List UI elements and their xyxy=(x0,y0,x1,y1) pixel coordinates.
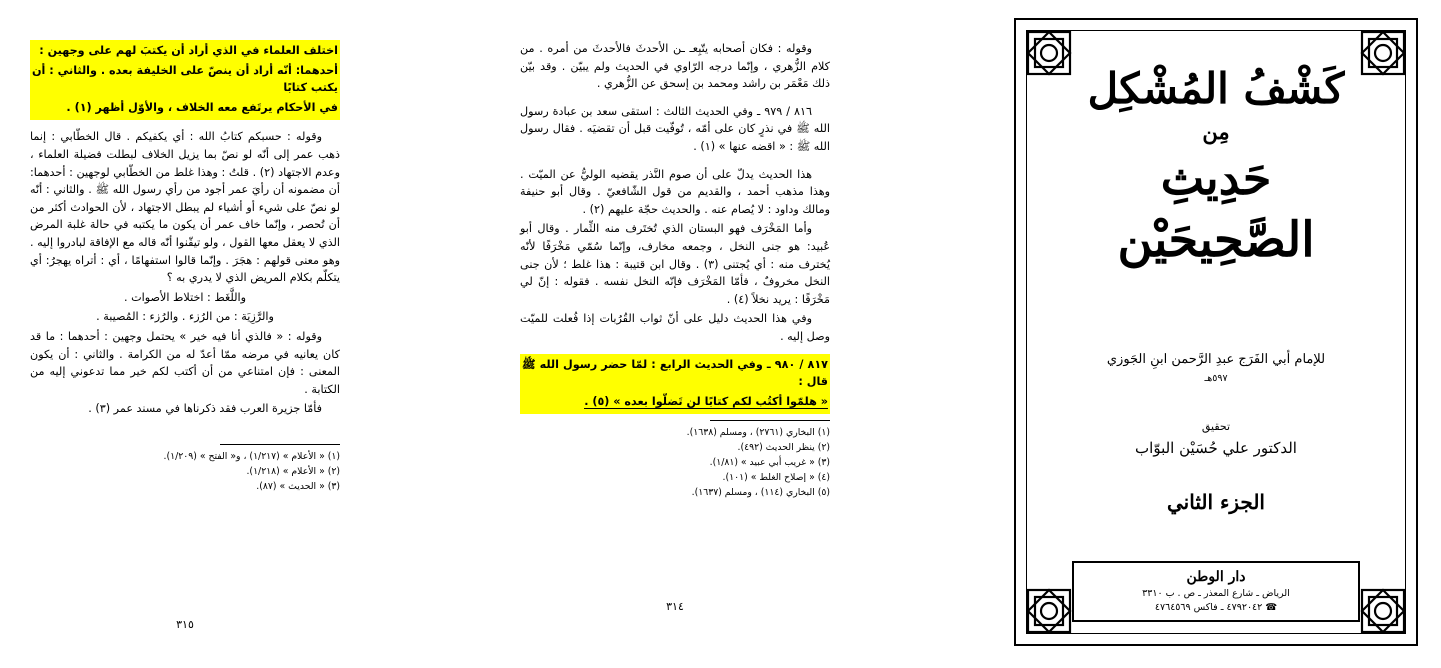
cover-title-line-2: حَدِيثِ xyxy=(1160,151,1272,205)
highlighted-block-top xyxy=(30,40,340,120)
highlighted-block-bottom xyxy=(520,354,830,415)
publisher-name: دار الوطن xyxy=(1186,569,1246,585)
corner-ornament-icon xyxy=(1022,584,1076,638)
footnote-divider xyxy=(710,420,830,421)
cover-author-block xyxy=(1016,350,1416,388)
highlight-line: ٨١٧ / ٩٨٠ ـ وفي الحديث الرابع : لمّا حضر رسول الله ﷺ قال : xyxy=(522,357,828,389)
footnote-item: (١) « الأعلام » (١/٢١٧) ، و« الفتح » (١/٢٠٩). xyxy=(163,450,340,462)
page-number-right: ٣١٥ xyxy=(176,618,194,631)
body-paragraph: وقوله : « فالذي أنا فيه خير » يحتمل وجهين : أحدهما : ما قد كان يعانيه في مرضه ممّا أعدّ له من الكرامة . والثاني : أن يكون المعنى : فإن امتناعي من أن أكتب لكم خير مما تدعوني إليه من الكتابة . xyxy=(30,329,340,396)
body-paragraph: فأمّا جزيرة العرب فقد ذكرناها في مسند عمر (٣) . xyxy=(88,402,322,416)
cover-editor-block xyxy=(1016,418,1416,460)
highlight-line: اختلف العلماء في الذي أراد أن يكتبَ لهم على وجهين : xyxy=(39,44,338,57)
book-cover xyxy=(1014,18,1418,646)
footnote-item: (٥) البخاري (١١٤) ، ومسلم (١٦٣٧). xyxy=(691,487,830,499)
footnotes-left xyxy=(520,425,830,500)
hadith-entry-third: ٨١٦ / ٩٧٩ ـ وفي الحديث الثالث : استقى سعد بن عبادة رسول الله ﷺ في نذرٍ كان على أمّه ، تُوفّيت قبل أن تقضيَه . فقال رسول الله ﷺ : « اقضه عنها » (١) . xyxy=(520,104,830,153)
cover-title-line-1: كَشْفُ المُشْكِل xyxy=(1087,64,1345,113)
publisher-address: الرياض ـ شارع المعذر ـ ص . ب ٣٣١٠ xyxy=(1142,588,1290,599)
right-text-page xyxy=(30,40,340,494)
highlight-line xyxy=(32,99,338,117)
footnote-item: (٣) « غريب أبي عبيد » (١/٨١). xyxy=(709,457,830,469)
highlight-line-text: في الأحكام يرتَفع معه الخلاف ، والأوّل أظهر (١) . xyxy=(66,100,338,114)
footnote-item: (١) البخاري (٢٧٦١) ، ومسلم (١٦٣٨). xyxy=(686,427,830,439)
corner-ornament-icon xyxy=(1356,584,1410,638)
footnote-item: (٣) « الحديث » (٨٧). xyxy=(256,480,340,492)
cover-author-name: للإمام أبي الفَرَج عبدِ الرَّحمن ابنِ الجَوزي xyxy=(1106,352,1326,367)
body-paragraph: وقوله : فكان أصحابه يتّبِعـ ـن الأحدثَ فالأحدثَ من أمره . من كلام الزُّهري ، وإنّما درجه الرّاوي في الحديث ولم يبيّن . وقد بيّن ذلك مَعْمَر بن راشد ومحمد بن إسحق عن الزُّهري . xyxy=(520,42,830,91)
cover-author-dates: ٥٩٧هـ xyxy=(1204,373,1228,384)
cover-title xyxy=(1016,62,1416,272)
cover-volume: الجزء الثاني xyxy=(1167,490,1265,514)
footnote-divider xyxy=(220,444,340,445)
publisher-phone: ☎ ٤٧٩٢٠٤٢ ـ فاكس ٤٧٦٤٥٦٩ xyxy=(1154,602,1278,613)
body-paragraph: هذا الحديث يدلّ على أن صوم النَّذر يقضيه الوليُّ عن الميّت . وهذا مذهب أحمد ، والقديم من قول الشّافعيّ . وقال أبو حنيفة ومالك وداود : لا يُصام عنه . والحديث حجّة عليهم (٢) . xyxy=(520,167,830,216)
footnote-item: (٤) « إصلاح الغلط » (١٠١). xyxy=(722,472,830,484)
footnote-item: (٢) ينظر الحديث (٤٩٢). xyxy=(737,442,830,454)
highlight-line: أحدهما: أنّه أراد أن ينصّ على الخليفة بعده . والثاني : أن يكتب كتابًا xyxy=(32,63,338,95)
body-paragraph: والرَّزِيَة : من الرُزء . والرُزء : المُصيبة . xyxy=(96,310,274,324)
body-paragraph: واللَّغَط : اختلاط الأصوات . xyxy=(123,290,247,304)
highlight-line-text: « هلمّوا أكتُب لكم كتابًا لن تَضلّوا بعده » (٥) . xyxy=(584,394,828,408)
body-paragraph: وقوله : حسبكم كتابُ الله : أي يكفيكم . قال الخطّابي : إنما ذهب عمر إلى أنّه لو نصّ بما يزيل الخلاف لبطلت فضيلة العلماء ، وعدم الاجتهاد (٢) . قلتُ : وهذا غلط من الخطّابي لوجهين : أحدهما: أن مضمونه أن رأيَ عمر أجود من رأي رسول الله ﷺ . والثاني : أنّه لو نصّ على شيء أو أشياء لم يبطل الاجتهاد ، لأن الحوادث أكثر من أن تُحصر ، وإنّما خاف عمر أن يكون ما يكتبه في حالة غلبة المرض الذي لا يعقل معها القول ، ولو تيقّنوا أنّه قاله مع الإفاقة لبادروا إليه . وهو معنى قولهم : هجَرَ . وإنّما قالوا استفهامًا ، أي : أتراه يهجرُ: أي يتكلّم بكلام المريض الذي لا يدري به ؟ xyxy=(30,130,340,285)
cover-tahqiq-label: تحقيق xyxy=(1201,420,1231,433)
cover-title-line-3: الصَّحِيحَيْن xyxy=(1117,212,1315,268)
publisher-box xyxy=(1072,561,1360,622)
footnote-item: (٢) « الأعلام » (١/٢١٨). xyxy=(246,465,340,477)
footnotes-right xyxy=(30,449,340,494)
cover-editor-name: الدكتور علي حُسَيْن البوّاب xyxy=(1135,439,1297,457)
cover-title-min: مِن xyxy=(1202,119,1230,144)
body-paragraph: وفي هذا الحديث دليل على أنّ ثواب القُرُبات إذا فُعلت للميّت وصل إليه . xyxy=(520,312,830,343)
body-paragraph: وأما المَخْرَف فهو البستان الذي تُختَرف منه الثِّمار . وقال أبو عُبيد: هو جنى النخل ، وجمعه مخارف، وإنّما سُمّي مَخْرَفًا لأنّه يُخترف منه : أي يُجتنى (٣) . وقال ابن قتيبة : هذا غلط ؛ لأن جنى النخل مخروفٌ ، فأمّا المَخْرَف فإنّه النخل نفسه . فقوله : إنّ لي مَخْرَفًا : يريد نخلاً (٤) . xyxy=(520,222,830,306)
highlight-line xyxy=(522,393,828,411)
left-text-page xyxy=(520,40,830,500)
page-number-left: ٣١٤ xyxy=(666,600,684,613)
